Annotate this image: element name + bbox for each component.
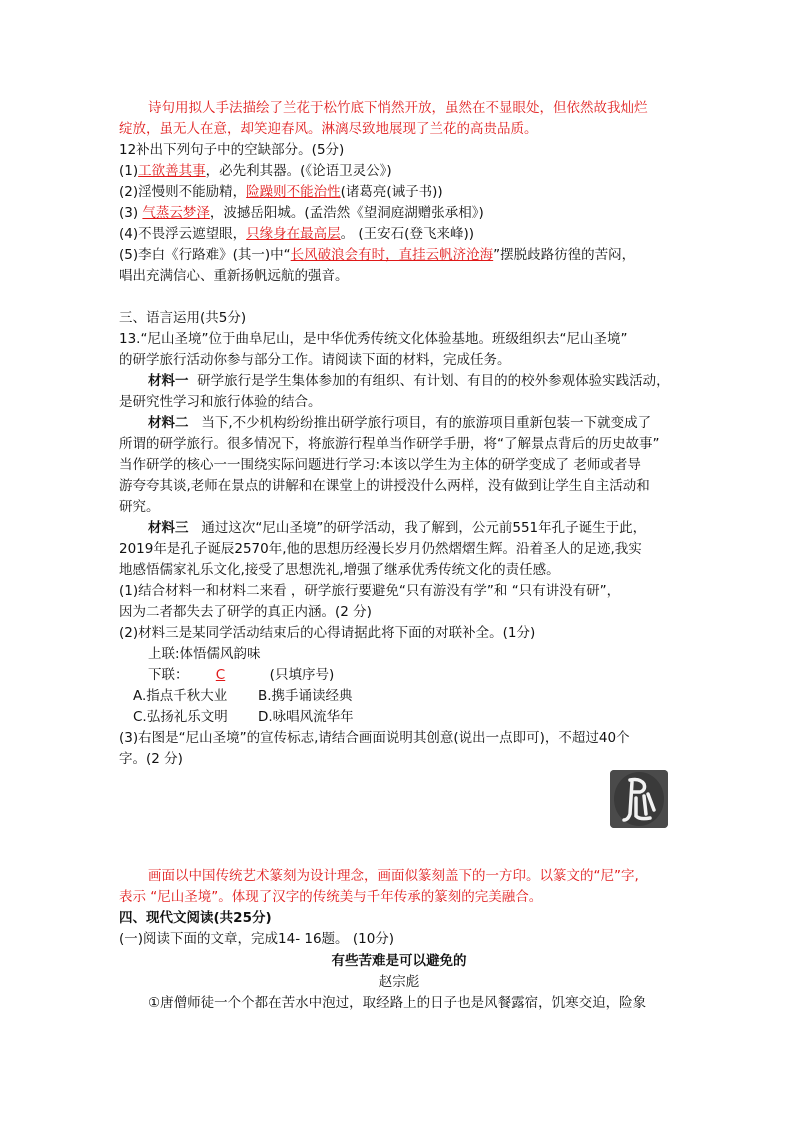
q13-sub2: (2)材料三是某同学活动结束后的心得请据此将下面的对联补全。(1分) bbox=[119, 625, 536, 641]
material1-line1: 材料一 研学旅行是学生集体参加的有组织、有计划、有目的的校外参观体验实践活动， bbox=[148, 373, 670, 389]
material2-line4: 游夸夸其谈,老师在景点的讲解和在课堂上的讲授没什么两样，没有做到让学生自主活动和 bbox=[119, 478, 650, 494]
answer-poem-line1: 诗句用拟人手法描绘了兰花于松竹底下悄然开放，虽然在不显眼处，但依然故我灿烂 bbox=[148, 100, 648, 116]
q12-item2: (2)淫慢则不能励精，险躁则不能治性(诸葛亮(诫子书)) bbox=[119, 184, 443, 200]
couplet-up: 上联:体悟儒风韵味 bbox=[148, 646, 261, 662]
section3-heading: 三、语言运用(共5分) bbox=[119, 310, 247, 326]
material1-line2: 是研究性学习和旅行体验的结合。 bbox=[119, 394, 322, 410]
q13-line1: 13.“尼山圣境”位于曲阜尼山，是中华优秀传统文化体验基地。班级组织去“尼山圣境” bbox=[119, 331, 628, 347]
q12-answer-4: 只缘身在最高层 bbox=[246, 226, 341, 242]
material3-line1: 材料三 通过这次“尼山圣境”的研学活动，我了解到，公元前551年孔子诞生于此， bbox=[148, 520, 647, 536]
q12-answer-2: 险躁则不能治性 bbox=[246, 184, 341, 200]
q13-sub3-line2: 字。(2 分) bbox=[119, 751, 183, 767]
svg-text:尼: 尼 bbox=[639, 806, 640, 807]
q13-sub1-line1: (1)结合材料一和材料二来看 ，研学旅行要避免“只有游没有学”和 “只有讲没有研”， bbox=[119, 583, 621, 599]
section4-sub: (一)阅读下面的文章，完成14- 16题。 (10分) bbox=[119, 931, 395, 947]
option-a: A.指点千秋大业 bbox=[133, 688, 228, 704]
couplet-down: 下联： C (只填序号) bbox=[148, 667, 335, 683]
material3-line3: 地感悟儒家礼乐文化,接受了思想洗礼,增强了继承优秀传统文化的责任感。 bbox=[119, 562, 560, 578]
q12-answer-1: 工欲善其事 bbox=[138, 163, 206, 179]
material2-line2: 所谓的研学旅行。很多情况下，将旅游行程单当作研学手册，将“了解景点背后的历史故事” bbox=[119, 436, 660, 452]
q13-line2: 的研学旅行活动你参与部分工作。请阅读下面的材料，完成任务。 bbox=[119, 352, 511, 368]
option-d: D.咏唱风流华年 bbox=[258, 709, 354, 725]
answer3-line2: 表示 “尼山圣境”。体现了汉字的传统美与千年传承的篆刻的完美融合。 bbox=[119, 889, 543, 905]
option-b: B.携手诵读经典 bbox=[258, 688, 353, 704]
article-para1: ①唐僧师徒一个个都在苦水中泡过，取经路上的日子也是风餐露宿，饥寒交迫，险象 bbox=[148, 995, 647, 1011]
q12-item5: (5)李白《行路难》(其一)中“长风破浪会有时，直挂云帆济沧海”摆脱歧路彷徨的苦闷， bbox=[119, 247, 636, 263]
q12-title: 12补出下列句子中的空缺部分。(5分) bbox=[119, 142, 345, 158]
seal-char-icon bbox=[610, 770, 668, 828]
answer3-line1: 画面以中国传统艺术篆刻为设计理念，画面似篆刻盖下的一方印。以篆文的“尼”字, bbox=[148, 868, 639, 884]
material2-line1: 材料二 当下,不少机构纷纷推出研学旅行项目，有的旅游项目重新包装一下就变成了 bbox=[148, 415, 652, 431]
q12-item3: (3) 气蒸云梦泽，波撼岳阳城。(孟浩然《望洞庭湖赠张承相》) bbox=[119, 205, 484, 221]
nishan-logo-image bbox=[610, 770, 668, 828]
couplet-answer: C bbox=[215, 667, 226, 683]
section4-heading: 四、现代文阅读(共25分) bbox=[119, 910, 272, 926]
article-title: 有些苦难是可以避免的 bbox=[331, 953, 467, 969]
q12-item4: (4)不畏浮云遮望眼，只缘身在最高层。 (王安石(登飞来峰)) bbox=[119, 226, 474, 242]
q12-answer-5: 长风破浪会有时，直挂云帆济沧海 bbox=[290, 247, 494, 263]
q13-sub3-line1: (3)右图是“尼山圣境”的宣传标志,请结合画面说明其创意(说出一点即可)，不超过40个 bbox=[119, 730, 630, 746]
options-row1 bbox=[133, 686, 693, 706]
q12-item5-cont: 唱出充满信心、重新扬帆远航的强音。 bbox=[119, 268, 349, 284]
material3-line2: 2019年是孔子诞辰2570年,他的思想历经漫长岁月仍然熠熠生辉。沿着圣人的足迹,我实 bbox=[119, 541, 642, 557]
option-c: C.弘扬礼乐文明 bbox=[133, 709, 228, 725]
material2-line5: 研究。 bbox=[119, 499, 160, 515]
q13-sub1-line2: 因为二者都失去了研学的真正内涵。(2 分) bbox=[119, 604, 372, 620]
q12-item1: (1)工欲善其事，必先利其器。(《论语卫灵公》) bbox=[119, 163, 392, 179]
article-author: 赵宗彪 bbox=[378, 974, 420, 990]
q12-answer-3: 气蒸云梦泽 bbox=[142, 205, 210, 221]
options-row2 bbox=[133, 707, 693, 727]
answer-poem-line2: 绽放，虽无人在意，却笑迎春风。淋漓尽致地展现了兰花的高贵品质。 bbox=[119, 121, 538, 137]
material2-line3: 当作研学的核心一一围绕实际问题进行学习:本该以学生为主体的研学变成了 老师或者导 bbox=[119, 457, 641, 473]
